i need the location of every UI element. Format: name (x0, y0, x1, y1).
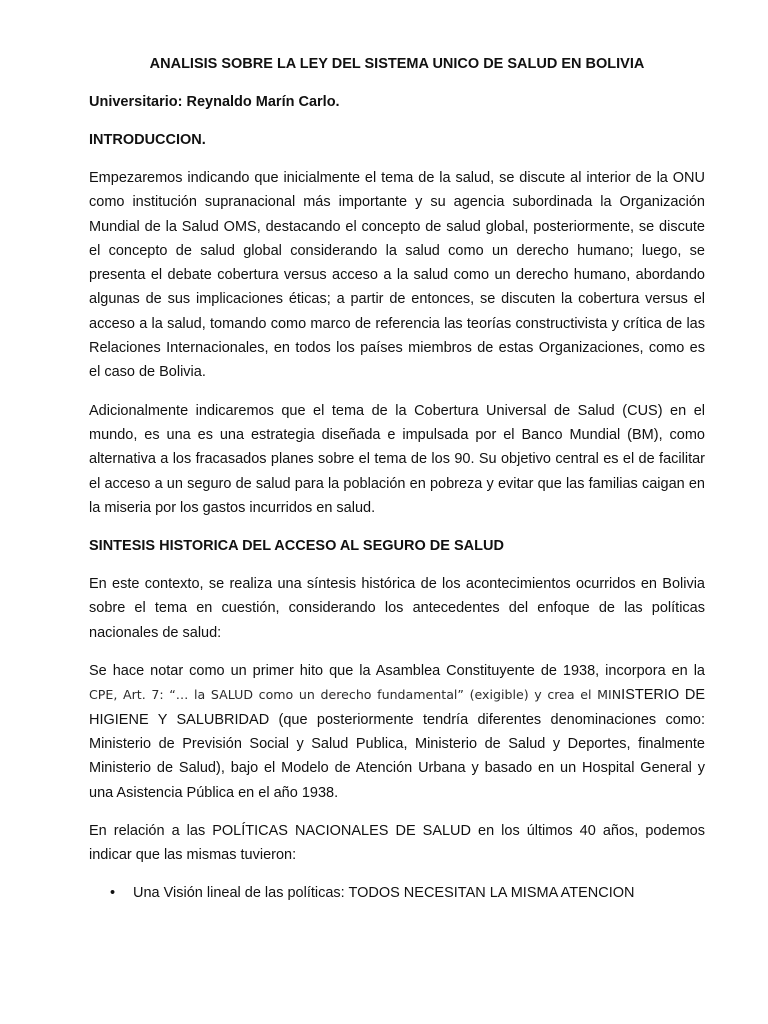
history-heading: SINTESIS HISTORICA DEL ACCESO AL SEGURO DE SALUD (89, 538, 504, 555)
document-page (89, 52, 705, 905)
history-paragraph-1: En este contexto, se realiza una síntesis histórica de los acontecimientos ocurridos en Bolivia sobre el tema en cuestión, considerando los antecedentes del enfoque de las políticas nacionales de salud: (89, 576, 705, 641)
policy-bullet-text: Una Visión lineal de las políticas: TODOS NECESITAN LA MISMA ATENCION (133, 885, 635, 902)
bullet-icon: • (110, 885, 116, 902)
policy-bullet-list (89, 881, 705, 905)
history-paragraph-2-part1: Se hace notar como un primer hito que la Asamblea Constituyente de 1938, incorpora en la (89, 663, 705, 680)
history-paragraph-2 (89, 659, 705, 805)
document-title: ANALISIS SOBRE LA LEY DEL SISTEMA UNICO DE SALUD EN BOLIVIA (149, 56, 645, 72)
author-line: Universitario: Reynaldo Marín Carlo. (89, 94, 340, 110)
policy-bullet-item (89, 881, 705, 905)
history-paragraph-2-part3: ISTERIO DE HIGIENE Y SALUBRIDAD (que posteriormente tendría diferentes denominaciones como: Ministerio de Previsión Social y Salud Publica, Ministerio de Salud y Deportes, finalmente Ministerio de Salud), bajo el Modelo de Atención Urbana y basado en un Hospital General y una Asistencia Pública en el año 1938. (89, 687, 705, 801)
intro-paragraph-2: Adicionalmente indicaremos que el tema de la Cobertura Universal de Salud (CUS) en el mundo, es una es una estrategia diseñada e impulsada por el Banco Mundial (BM), como alternativa a los fracasados planes sobre el tema de los 90. Su objetivo central es el de facilitar el acceso a un seguro de salud para la población en pobreza y evitar que las familias caigan en la miseria por los gastos incurridos en salud. (89, 402, 705, 516)
intro-paragraph-1: Empezaremos indicando que inicialmente el tema de la salud, se discute al interior de la ONU como institución supranacional más importante y su agencia subordinada la Organización Mundial de la Salud OMS, destacando el concepto de salud global, posteriormente, se discute el concepto de salud global considerando la salud como un derecho humano; luego, se presenta el debate cobertura versus acceso a la salud como un derecho humano, abordando algunas de sus implicaciones éticas; a partir de entonces, se discuten la cobertura versus el acceso a la salud, tomando como marco de referencia las teorías constructivista y crítica de las Relaciones Internacionales, en todos los países miembros de estas Organizaciones, como es el caso de Bolivia. (89, 170, 705, 381)
history-paragraph-3: En relación a las POLÍTICAS NACIONALES DE SALUD en los últimos 40 años, podemos indicar que las mismas tuvieron: (89, 822, 705, 864)
history-paragraph-2-part2: CPE, Art. 7: “… la SALUD como un derecho fundamental” (exigible) y crea el MIN (89, 687, 622, 703)
intro-heading: INTRODUCCION. (89, 132, 206, 148)
